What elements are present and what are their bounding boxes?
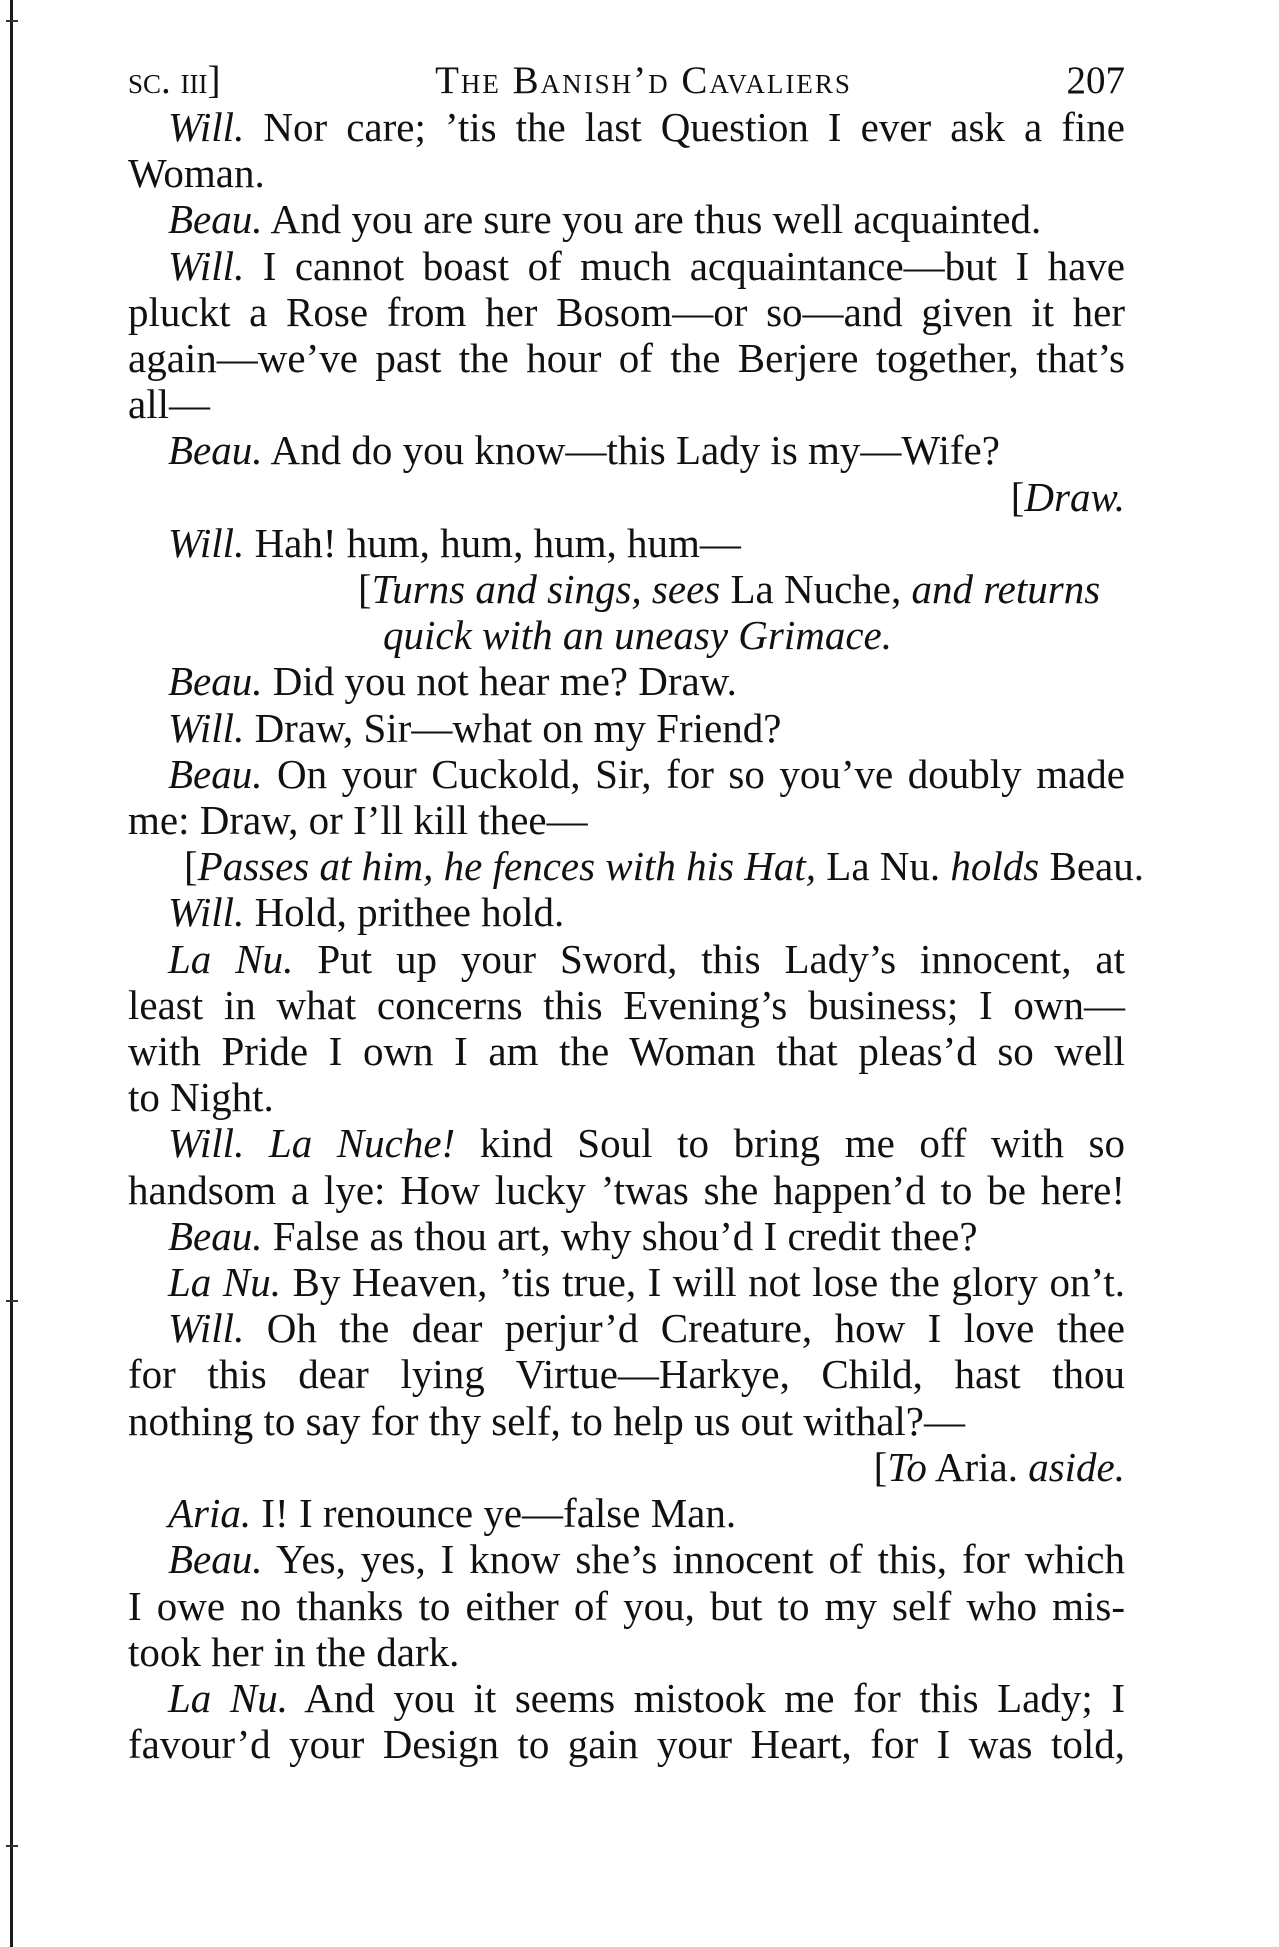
- text-line: [128, 150, 1125, 196]
- italic-run: Will.: [168, 1305, 245, 1352]
- text-run: kind Soul to bring me off with so: [455, 1120, 1125, 1167]
- italic-run: To: [887, 1443, 927, 1490]
- text-line: [128, 1398, 1125, 1444]
- text-line: [128, 104, 1125, 150]
- text-run: and given it her: [843, 288, 1125, 335]
- text-line: [128, 1028, 1125, 1074]
- text-run: handsom a lye: How lucky ’twas she happen’d to be here!: [128, 1166, 1125, 1213]
- text-line: [128, 474, 1125, 520]
- italic-run: Beau.: [168, 750, 263, 797]
- text-run: I! I renounce ye—false Man.: [251, 1490, 737, 1537]
- text-line: [128, 1351, 1125, 1397]
- text-run: I owe no thanks to either of you, but to my self who mis-: [128, 1582, 1125, 1629]
- italic-run: Draw.: [1024, 473, 1125, 520]
- page-binding-edge: [10, 0, 13, 1947]
- italic-run: Will.: [168, 889, 245, 936]
- italic-run: Will.: [168, 704, 245, 751]
- text-run: I cannot boast of much acquaintance—but I have: [244, 242, 1125, 289]
- text-run: nothing to say for thy self, to help us out withal?—: [128, 1397, 965, 1444]
- text-run: [: [1010, 473, 1025, 520]
- text-run: pluckt a Rose from her Bosom—or so—: [128, 288, 844, 335]
- text-line: [128, 1583, 1125, 1629]
- text-run: [642, 566, 652, 612]
- book-page: [128, 58, 1144, 1768]
- italic-run: La Nu.: [168, 1674, 288, 1721]
- italic-run: Aria.: [168, 1490, 252, 1537]
- italic-run: Beau.: [168, 427, 263, 474]
- text-line: [128, 612, 1125, 658]
- text-line: [128, 1259, 1125, 1305]
- text-line: [128, 982, 1125, 1028]
- text-run: [244, 1120, 269, 1166]
- italic-run: aside.: [1028, 1443, 1125, 1490]
- text-run: again—we’ve past the hour of the Berjere together, that’s: [128, 335, 1125, 382]
- text-run: Draw, Sir—what on my Friend?: [244, 704, 782, 751]
- text-line: [128, 751, 1125, 797]
- text-run: with Pride I own I am the Woman that pleas’d so well: [128, 1028, 1125, 1075]
- text-run: Aria.: [926, 1443, 1029, 1490]
- italic-run: Beau.: [168, 658, 263, 705]
- italic-run: and returns: [911, 566, 1101, 613]
- italic-run: quick with an uneasy Grimace.: [383, 612, 892, 659]
- running-title: The Banish’d Cavaliers: [435, 59, 852, 102]
- page-number: 207: [1066, 59, 1125, 102]
- play-text: [128, 104, 1144, 1768]
- text-run: Hold, prithee hold.: [244, 889, 565, 936]
- text-line: [128, 335, 1125, 381]
- italic-run: Turns and sings,: [371, 566, 642, 613]
- text-run: Hah! hum, hum, hum, hum—: [244, 519, 741, 566]
- italic-run: Will.: [168, 242, 245, 289]
- text-run: [: [358, 566, 372, 613]
- text-line: [128, 1490, 1125, 1536]
- text-line: [128, 243, 1125, 289]
- text-line: [128, 797, 1125, 843]
- italic-run: Will.: [168, 519, 245, 566]
- italic-run: Will.: [168, 1120, 245, 1167]
- text-run: La Nuche,: [720, 566, 912, 613]
- text-line: [128, 381, 1125, 427]
- text-run: me: Draw, or I’ll kill thee—: [128, 797, 588, 844]
- italic-run: La Nuche!: [268, 1120, 456, 1167]
- text-run: favour’d your Design to gain your Heart, for I was told,: [128, 1721, 1125, 1768]
- text-run: Woman.: [128, 150, 265, 197]
- italic-run: Beau.: [168, 1212, 263, 1259]
- text-run: And you are sure you are thus well acquainted.: [262, 196, 1042, 243]
- text-run: Oh the dear perjur’d Creature, how I love thee: [244, 1305, 1125, 1352]
- text-run: least in what concerns this Evening’s business; I own—: [128, 981, 1125, 1028]
- text-run: Beau.: [1039, 843, 1144, 890]
- text-line: [128, 566, 1125, 612]
- text-line: [128, 1444, 1125, 1490]
- text-line: [128, 1074, 1125, 1120]
- text-run: for this dear lying Virtue—Harkye, Child, hast thou: [128, 1351, 1125, 1398]
- text-run: Put up your Sword, this Lady’s innocent, at: [293, 935, 1125, 982]
- binding-mark: [6, 1845, 18, 1847]
- text-line: [128, 1305, 1125, 1351]
- text-run: all—: [128, 381, 210, 428]
- text-run: [: [184, 843, 198, 890]
- text-line: [128, 520, 1125, 566]
- text-run: Did you not hear me? Draw.: [262, 658, 737, 705]
- text-run: took her in the dark.: [128, 1628, 460, 1675]
- text-line: [128, 1213, 1125, 1259]
- text-run: By Heaven, ’tis true, I will not lose the glory on’t.: [280, 1259, 1125, 1306]
- italic-run: La Nu.: [168, 1259, 281, 1306]
- text-line: [128, 705, 1125, 751]
- text-line: [128, 1120, 1125, 1166]
- text-line: [128, 1536, 1125, 1582]
- binding-mark: [6, 20, 18, 22]
- text-line: [128, 1629, 1125, 1675]
- italic-run: holds: [950, 843, 1040, 890]
- text-run: False as thou art, why shou’d I credit thee?: [262, 1212, 978, 1259]
- text-run: to Night.: [128, 1074, 274, 1121]
- text-line: [128, 843, 1144, 890]
- text-line: [128, 889, 1125, 935]
- section-marker: sc. iii]: [128, 59, 221, 102]
- text-line: [128, 1675, 1125, 1721]
- text-run: On your Cuckold, Sir, for so you’ve doubly made: [262, 750, 1125, 797]
- text-line: [128, 936, 1125, 982]
- text-line: [128, 427, 1125, 473]
- text-run: [: [873, 1443, 888, 1490]
- italic-run: sees: [651, 566, 721, 613]
- italic-run: Passes at him, he fences with his Hat,: [197, 843, 817, 890]
- text-run: La Nu.: [816, 843, 951, 890]
- text-run: And do you know—this Lady is my—Wife?: [262, 427, 1000, 474]
- italic-run: Beau.: [168, 1536, 263, 1583]
- binding-mark: [6, 1300, 18, 1302]
- italic-run: La Nu.: [168, 935, 294, 982]
- text-line: [128, 1167, 1125, 1213]
- text-line: [128, 1721, 1125, 1767]
- text-run: Yes, yes, I know she’s innocent of this, for which: [262, 1536, 1125, 1583]
- text-run: Nor care; ’tis the last Question I ever ask a fine: [244, 104, 1125, 150]
- italic-run: Will.: [168, 104, 245, 150]
- italic-run: Beau.: [168, 196, 263, 243]
- text-line: [128, 658, 1125, 704]
- text-line: [128, 196, 1125, 242]
- text-run: And you it seems mistook me for this Lady; I: [287, 1674, 1125, 1721]
- text-line: [128, 289, 1125, 335]
- running-header: [128, 58, 1125, 104]
